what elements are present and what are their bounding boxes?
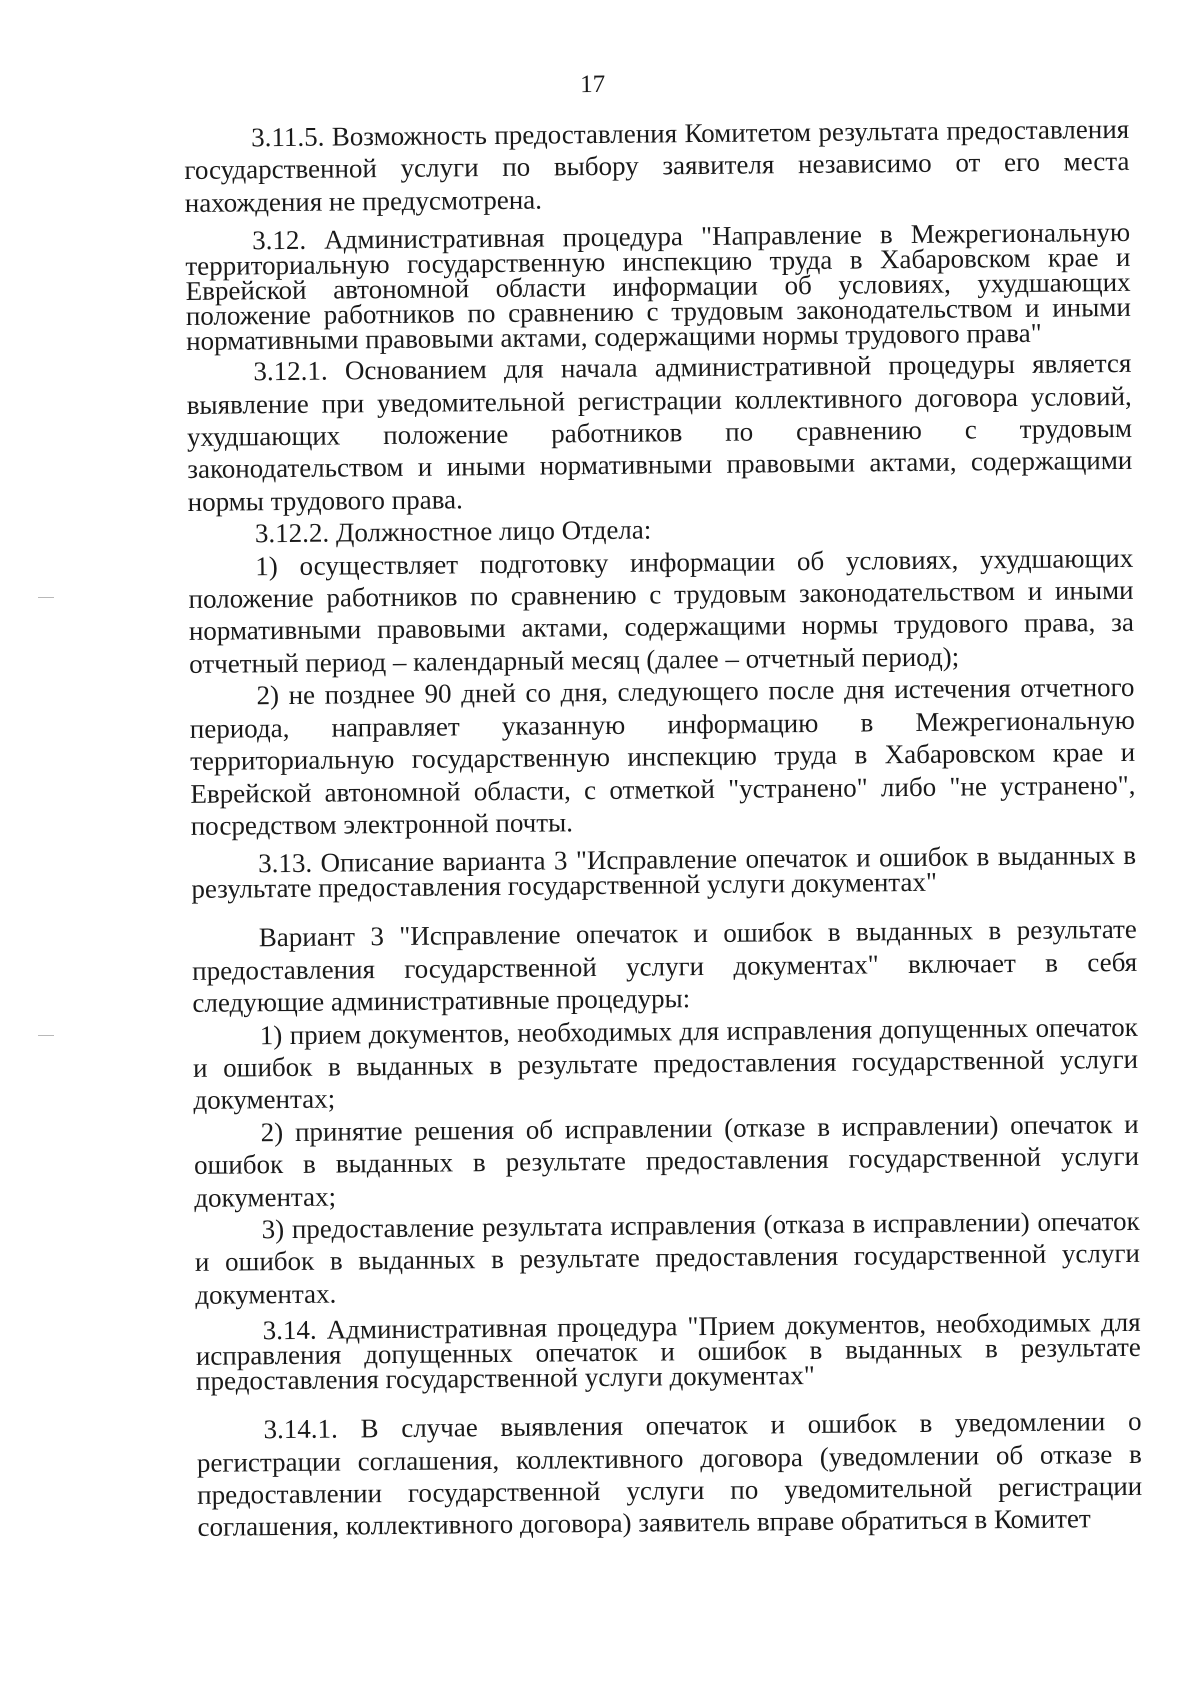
list-item-3-12-2-2: 2) не позднее 90 дней со дня, следующего после дня истечения отчетного периода, направляет указанную информацию в Межрегиональную территориальную государственную инспекцию труда в Хабаровском крае и Еврейской автономной области, с отметкой "устранено" либо "не устранено", посредством электронной почты. (189, 672, 1136, 841)
heading-3-12: 3.12. Административная процедура "Направление в Межрегиональную территориальную государственную инспекцию труда в Хабаровском крае и Еврейской автономной области информации об условиях, ухудшающих положение работников по сравнению с трудовым законодательством и иными нормативными правовыми актами, содержащими нормы трудового права" (185, 217, 1131, 357)
scan-margin-mark (38, 1035, 54, 1036)
paragraph-3-12-2: 3.12.2. Должностное лицо Отдела: (254, 514, 652, 549)
paragraph-3-14-1: 3.14.1. В случае выявления опечаток и ошибок в уведомлении о регистрации соглашения, коллективного договора (уведомлении об отказе в предоставлении государственной услуги по уведомительной регистрации соглашения, коллективного договора) заявитель вправе обратиться в Комитет (196, 1406, 1143, 1543)
list-item-variant-3-2: 2) принятие решения об исправлении (отказе в исправлении) опечаток и ошибок в выданных в результате предоставления государственной услуги документах; (193, 1108, 1140, 1213)
paragraph-3-11-5: 3.11.5. Возможность предоставления Комитетом результата предоставления государственной услуги по выбору заявителя независимо от его места нахождения не предусмотрена. (184, 113, 1130, 218)
page-number: 17 (580, 70, 606, 99)
paragraph-variant-3: Вариант 3 "Исправление опечаток и ошибок в выданных в результате предоставления государственной услуги документах" включает в себя следующие административные процедуры: (192, 914, 1138, 1019)
scan-margin-mark (38, 597, 54, 598)
list-item-variant-3-3: 3) предоставление результата исправления (отказа в исправлении) опечаток и ошибок в выданных в результате предоставления государственной услуги документах. (194, 1205, 1141, 1310)
paragraph-3-12-1: 3.12.1. Основанием для начала административной процедуры является выявление при уведомительной регистрации коллективного договора условий, ухудшающих положение работников по сравнению с трудовым законодательством и иными нормативными правовыми актами, содержащими нормы трудового права. (186, 348, 1133, 517)
list-item-3-12-2-1: 1) осуществляет подготовку информации об условиях, ухудшающих положение работников по сравнению с трудовым законодательством и иными нормативными правовыми актами, содержащими нормы трудового права, за отчетный период – календарный месяц (далее – отчетный период); (188, 542, 1135, 679)
document-body (184, 113, 1143, 1544)
heading-3-13: 3.13. Описание варианта 3 "Исправление опечаток и ошибок в выданных в результате предоставления государственной услуги документах" (191, 840, 1137, 905)
heading-3-14: 3.14. Административная процедура "Прием документов, необходимых для исправления допущенных опечаток и ошибок в выданных в результате предоставления государственной услуги документах" (195, 1307, 1141, 1397)
list-item-variant-3-1: 1) прием документов, необходимых для исправления допущенных опечаток и ошибок в выданных в результате предоставления государственной услуги документах; (192, 1011, 1139, 1116)
